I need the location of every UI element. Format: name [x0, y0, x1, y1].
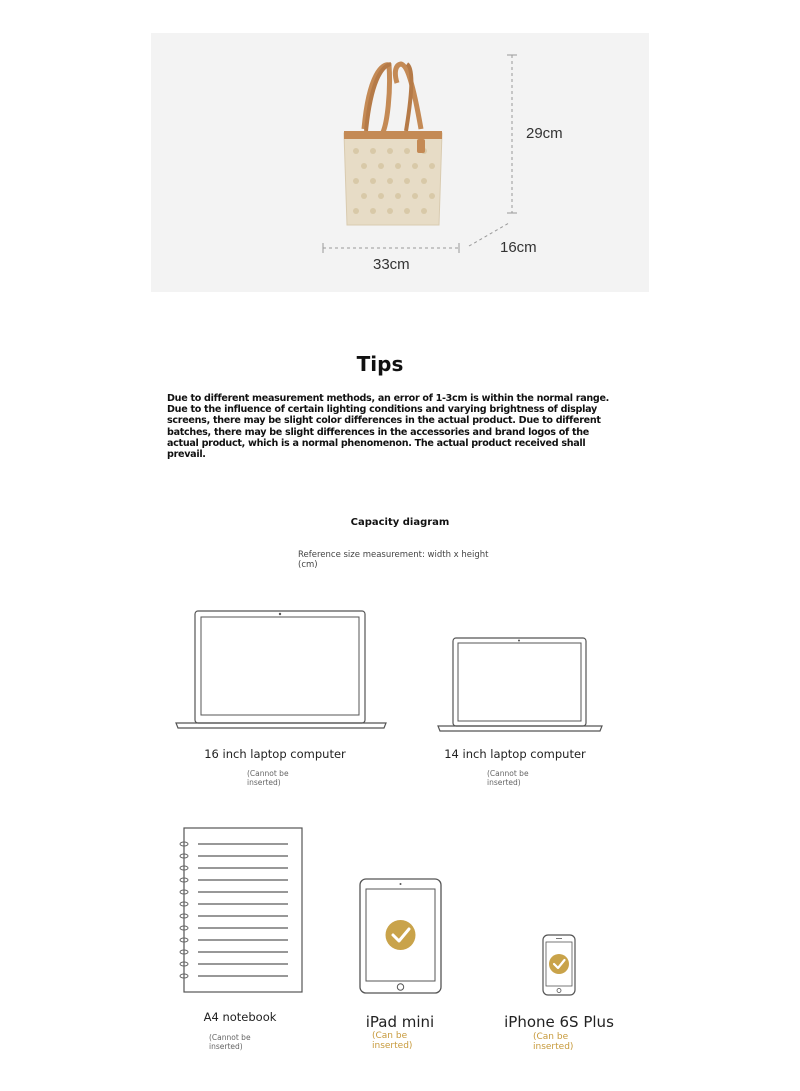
notebook-icon [176, 826, 306, 996]
tips-title: Tips [356, 352, 404, 376]
check-icon [549, 954, 569, 974]
laptop-16-icon [174, 608, 388, 733]
item-label-14-laptop: 14 inch laptop computer [444, 747, 586, 761]
item-note-16-laptop: (Cannot be inserted) [247, 769, 289, 787]
laptop-14-icon [436, 636, 604, 736]
item-label-iphone-6s-plus: iPhone 6S Plus [504, 1013, 614, 1031]
phone-icon [541, 933, 577, 997]
capacity-subtitle: Reference size measurement: width x height (cm) [298, 550, 489, 570]
item-label-16-laptop: 16 inch laptop computer [204, 747, 346, 761]
tote-bag-illustration [151, 33, 649, 292]
tablet-icon [358, 877, 444, 997]
capacity-title: Capacity diagram [350, 517, 450, 528]
item-note-14-laptop: (Cannot be inserted) [487, 769, 529, 787]
product-dimension-image [151, 33, 649, 292]
item-note-a4-notebook: (Cannot be inserted) [209, 1033, 251, 1051]
item-note-iphone-6s-plus: (Can be inserted) [533, 1032, 574, 1052]
tips-body: Due to different measurement methods, an error of 1-3cm is within the normal range. Due to the influence of certain lighting conditions and varying brightness of display screens, there may be slight color differences in the actual product. Due to different batches, there may be slight differences in the accessories and brand logos of the actual product, which is a normal phenomenon. The actual product received shall prevail. [167, 393, 610, 461]
width-label: 33cm [373, 256, 410, 273]
item-label-a4-notebook: A4 notebook [203, 1010, 277, 1024]
depth-label: 16cm [500, 239, 537, 256]
height-label: 29cm [526, 125, 563, 142]
item-label-ipad-mini: iPad mini [365, 1013, 435, 1031]
item-note-ipad-mini: (Can be inserted) [372, 1031, 413, 1051]
check-icon [386, 920, 416, 950]
